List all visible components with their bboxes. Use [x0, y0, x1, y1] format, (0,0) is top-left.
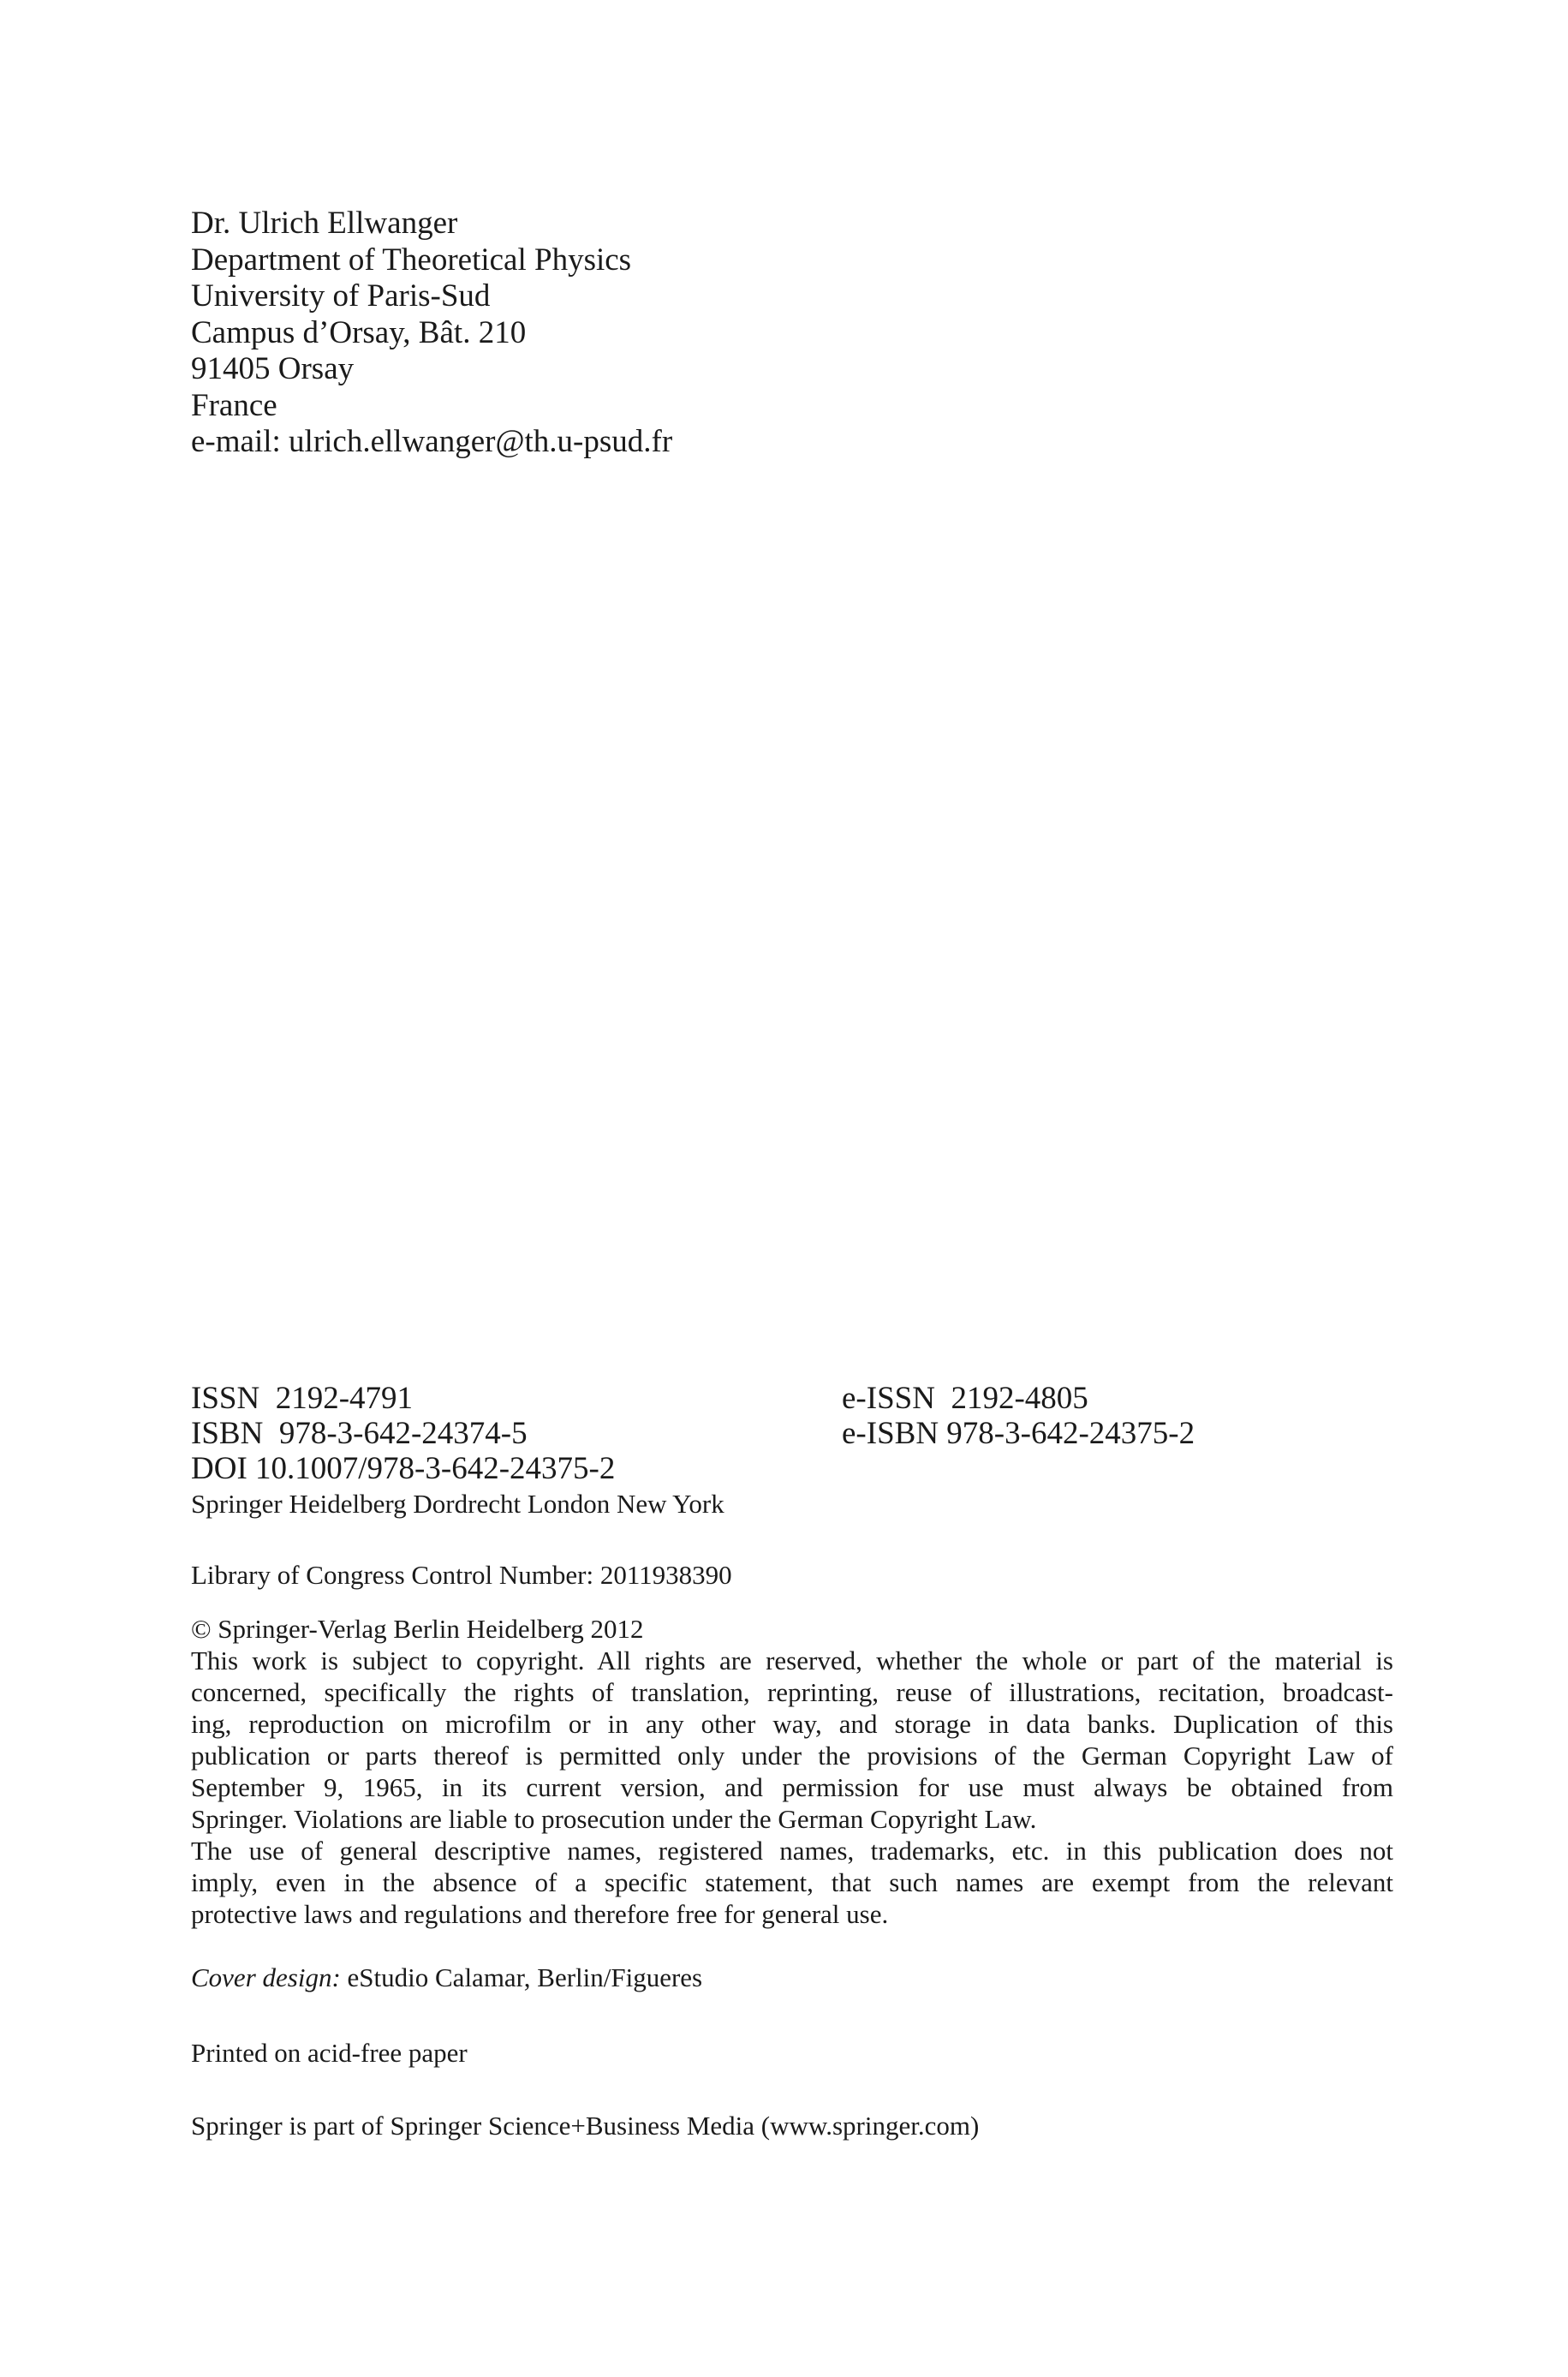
- cover-design-label: Cover design:: [191, 1962, 341, 1992]
- author-university: University of Paris-Sud: [191, 278, 491, 314]
- trademark-line: imply, even in the absence of a specific statement, that such names are exempt from the relevant: [191, 1867, 1393, 1897]
- cover-design-value: eStudio Calamar, Berlin/Figueres: [347, 1962, 703, 1992]
- lccn: Library of Congress Control Number: 2011938390: [191, 1560, 732, 1590]
- copyright-paragraph-2: [191, 1835, 1393, 1930]
- isbn-label: ISBN: [191, 1416, 264, 1451]
- author-country: France: [191, 387, 277, 423]
- eissn-label: e-ISSN: [842, 1381, 935, 1416]
- copyright-line: ing, reproduction on microfilm or in any other way, and storage in data banks. Duplication of this: [191, 1709, 1393, 1739]
- isbn-value: 978-3-642-24374-5: [278, 1416, 528, 1451]
- springer-note: Springer is part of Springer Science+Business Media (www.springer.com): [191, 2111, 980, 2141]
- copyright-line: publication or parts thereof is permitted only under the provisions of the German Copyright Law of: [191, 1741, 1393, 1771]
- author-campus: Campus d’Orsay, Bât. 210: [191, 314, 527, 350]
- paper-note: Printed on acid-free paper: [191, 2038, 468, 2068]
- author-postal: 91405 Orsay: [191, 351, 355, 386]
- publisher-cities: Springer Heidelberg Dordrecht London New York: [191, 1489, 724, 1519]
- copyright-line: September 9, 1965, in its current version, and permission for use must always be obtained from: [191, 1772, 1393, 1802]
- copyright-block: [191, 1613, 1393, 1930]
- eisbn-value: 978-3-642-24375-2: [946, 1416, 1195, 1451]
- copyright-line: This work is subject to copyright. All rights are reserved, whether the whole or part of the material is: [191, 1645, 1393, 1675]
- issn-row: [191, 1381, 1390, 1416]
- doi-label: DOI: [191, 1451, 247, 1486]
- eissn-value: 2192-4805: [951, 1381, 1088, 1416]
- author-email: e-mail: ulrich.ellwanger@th.u-psud.fr: [191, 424, 673, 459]
- copyright-line: concerned, specifically the rights of translation, reprinting, reuse of illustrations, recitation, broadcast-: [191, 1677, 1393, 1707]
- author-name: Dr. Ulrich Ellwanger: [191, 206, 458, 241]
- isbn-row: [191, 1416, 1390, 1451]
- trademark-line: protective laws and regulations and therefore free for general use.: [191, 1899, 889, 1929]
- copyright-notice: © Springer-Verlag Berlin Heidelberg 2012: [191, 1614, 644, 1644]
- doi-value: 10.1007/978-3-642-24375-2: [255, 1451, 616, 1486]
- author-department: Department of Theoretical Physics: [191, 242, 632, 278]
- trademark-line: The use of general descriptive names, registered names, trademarks, etc. in this publication does not: [191, 1836, 1393, 1866]
- book-identifiers: [191, 1381, 1390, 1522]
- doi-row: [191, 1451, 1390, 1486]
- copyright-line: Springer. Violations are liable to prosecution under the German Copyright Law.: [191, 1804, 1037, 1834]
- issn-label: ISSN: [191, 1381, 260, 1416]
- cover-design: [191, 1962, 1393, 1993]
- issn-value: 2192-4791: [275, 1381, 414, 1416]
- copyright-paragraph-1: [191, 1645, 1393, 1835]
- author-address: [191, 206, 672, 461]
- eisbn-label: e-ISBN: [842, 1416, 939, 1451]
